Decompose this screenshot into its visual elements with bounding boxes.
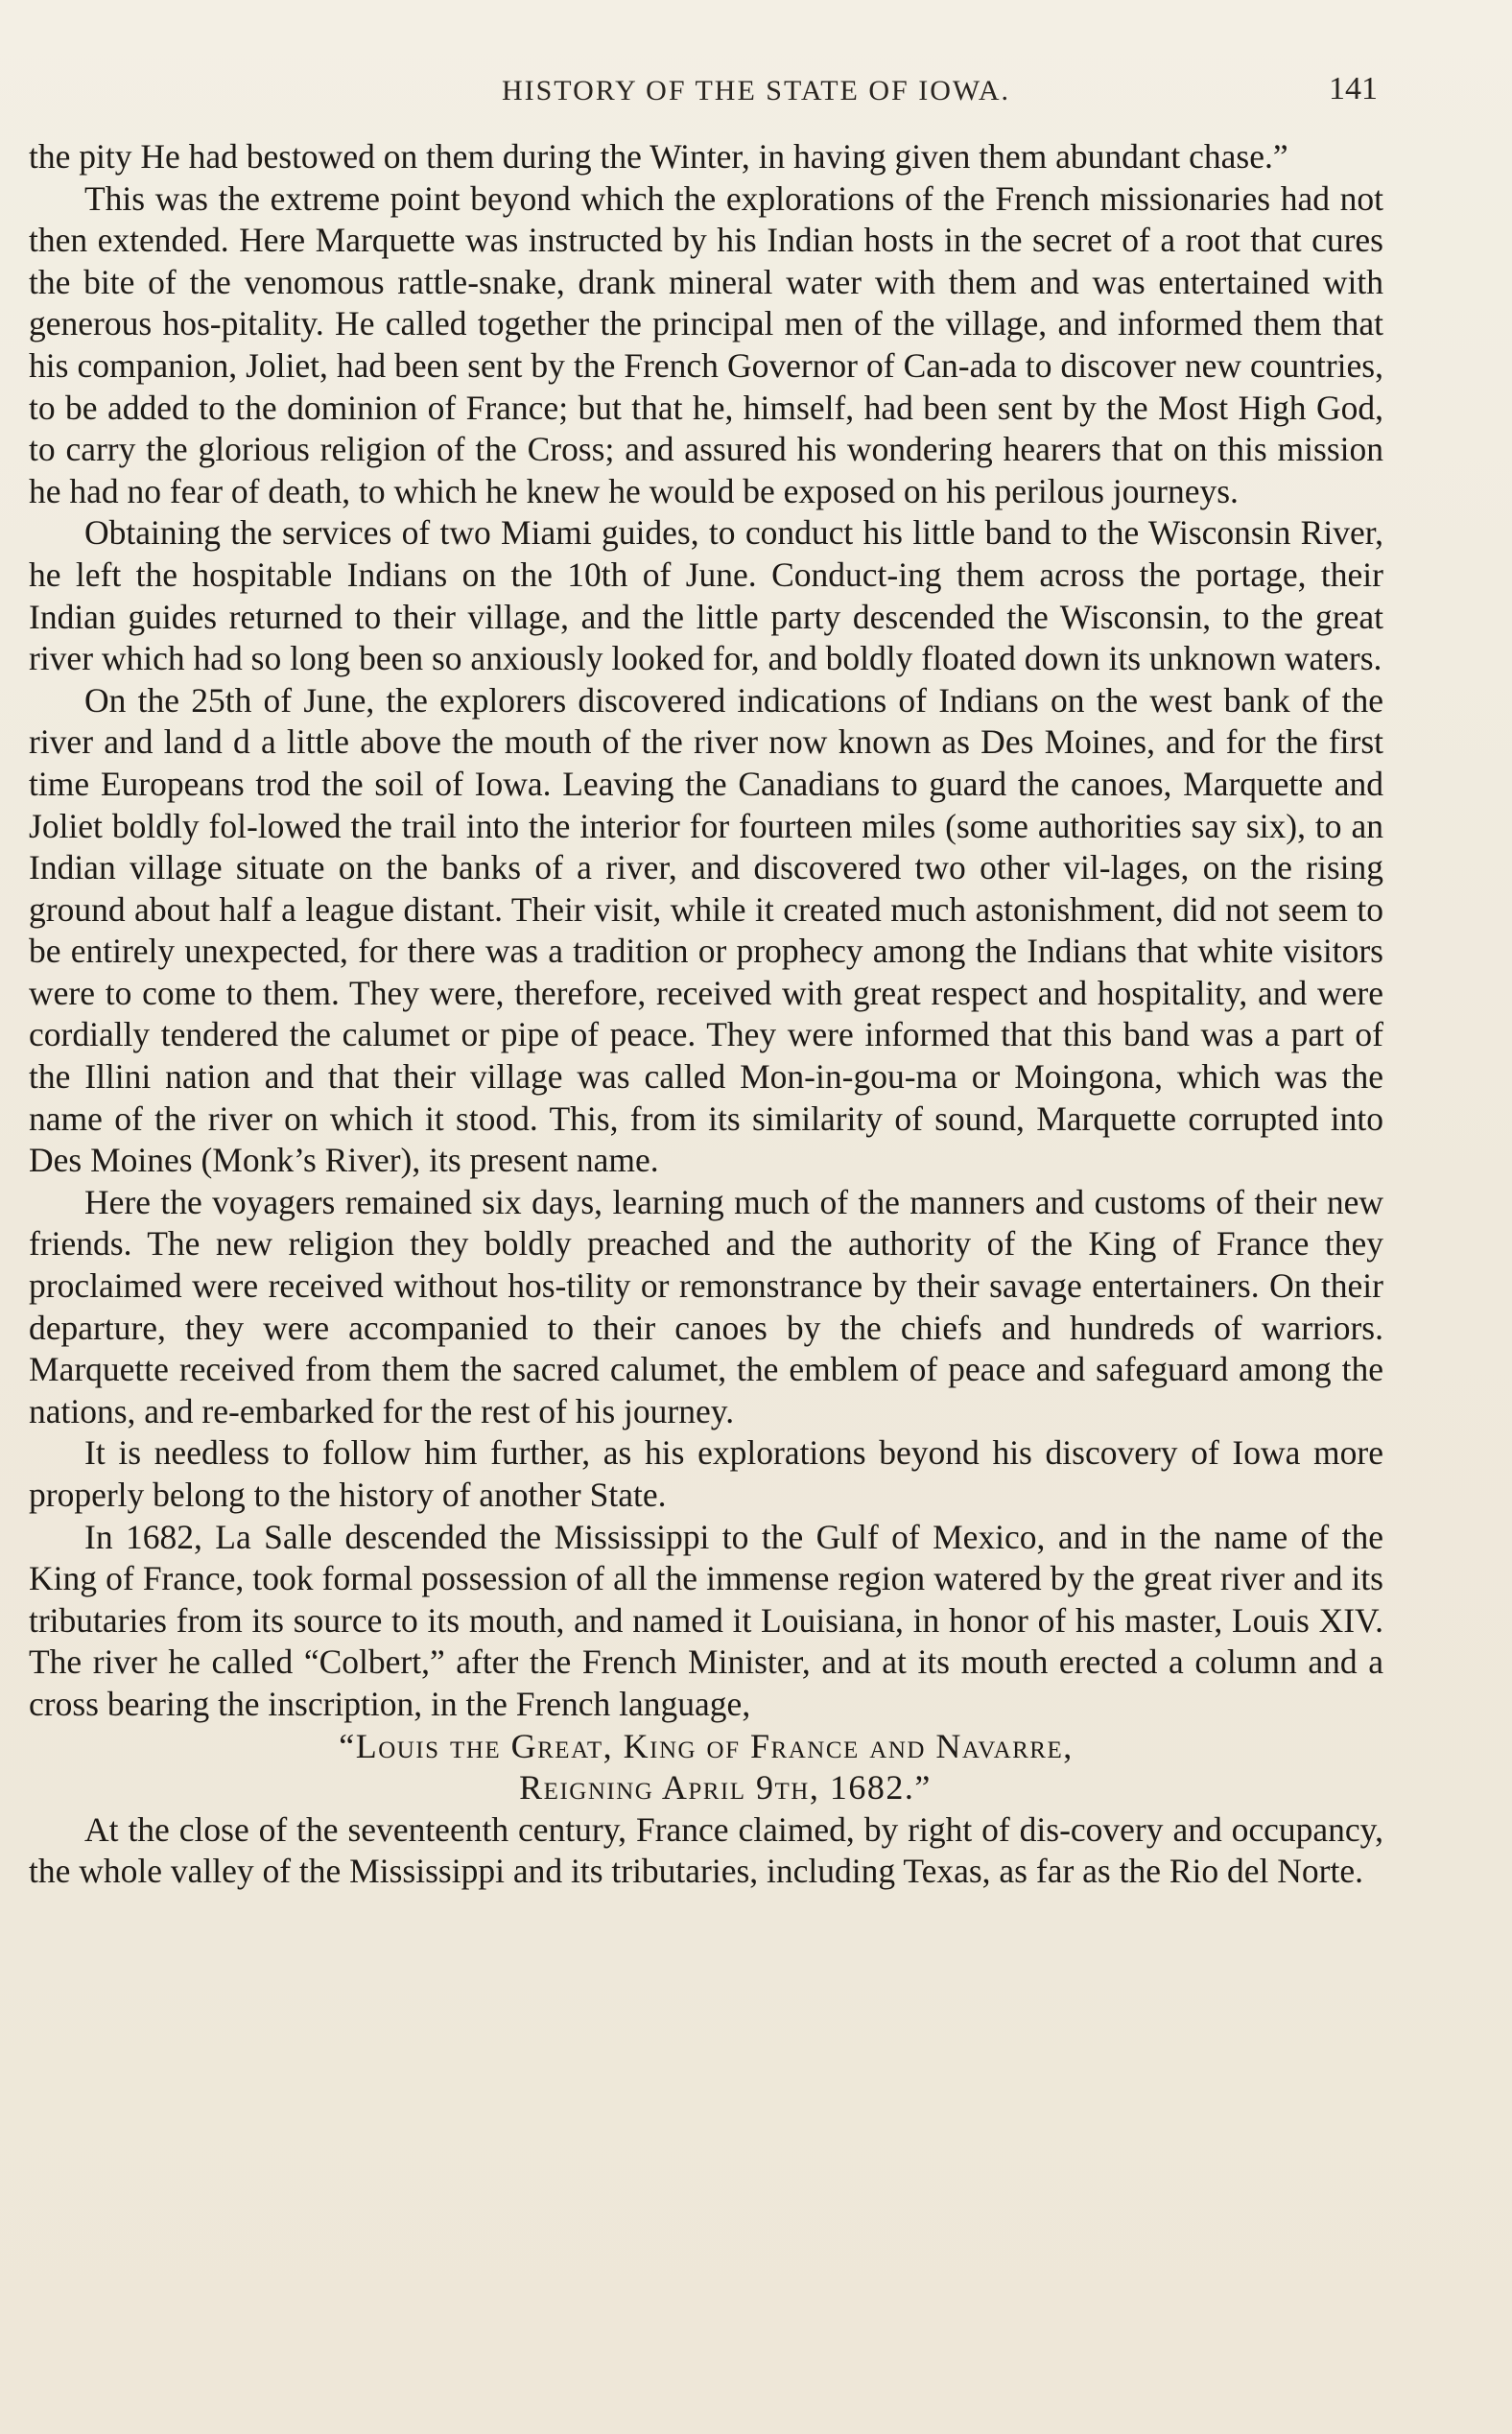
paragraph-la-salle: In 1682, La Salle descended the Mississippi to the Gulf of Mexico, and in the name of the King of France, took formal possession of all the immense region watered by the great river and its tributaries from its source to its mouth, and named it Louisiana, in honor of his master, Louis XIV. The river he called “Colbert,” after the French Minister, and at its mouth erected a column and a cross bearing the inscription, in the French language, [29,1517,1383,1723]
inscription-line-1: “Louis the Great, King of France and Navarre, [339,1726,1074,1765]
body-text [29,136,1383,1893]
paragraph-miami-guides: Obtaining the services of two Miami guides, to conduct his little band to the Wisconsin River, he left the hospitable Indians on the 10th of June. Conduct-ing them across the portage, their Indian guides returned to their village, and the little party descended the Wisconsin, to the great river which had so long been so anxiously looked for, and boldly floated down its unknown waters. [29,513,1383,678]
paragraph-six-days: Here the voyagers remained six days, learning much of the manners and customs of their new friends. The new religion they boldly preached and the authority of the King of France they proclaimed were received without hos-tility or remonstrance by their savage entertainers. On their departure, they were accompanied to their canoes by the chiefs and hundreds of warriors. Marquette received from them the sacred calumet, the emblem of peace and safeguard among the nations, and re-embarked for the rest of his journey. [29,1182,1383,1430]
running-header [0,69,1512,117]
inscription [29,1726,1383,1809]
paragraph-iowa-landing: On the 25th of June, the explorers discovered indications of Indians on the west bank of the river and land d a little above the mouth of the river now known as Des Moines, and for the first time Europeans trod the soil of Iowa. Leaving the Canadians to guard the canoes, Marquette and Joliet boldly fol-lowed the trail into the interior for fourteen miles (some authorities say six), to an Indian village situate on the banks of a river, and discovered two other vil-lages, on the rising ground about half a league distant. Their visit, while it created much astonishment, did not seem to be entirely unexpected, for there was a tradition or prophecy among the Indians that white visitors were to come to them. They were, therefore, received with great respect and hospitality, and were cordially tendered the calumet or pipe of peace. They were informed that this band was a part of the Illini nation and that their village was called Mon-in-gou-ma or Moingona, which was the name of the river on which it stood. This, from its similarity of sound, Marquette corrupted into Des Moines (Monk’s River), its present name. [29,680,1383,1180]
paragraph-continued: the pity He had bestowed on them during the Winter, in having given them abundant chase.” [29,137,1288,176]
paragraph-needless: It is needless to follow him further, as his explorations beyond his discovery of Iowa more properly belong to the history of another State. [29,1433,1383,1514]
page-number: 141 [1329,71,1378,106]
paragraph-extreme-point: This was the extreme point beyond which the explorations of the French missionaries had not then extended. Here Marquette was instructed by his Indian hosts in the secret of a root that cures the bite of the venomous rattle-snake, drank mineral water with them and was entertained with generous hos-pitality. He called together the principal men of the village, and informed them that his companion, Joliet, had been sent by the French Governor of Can-ada to discover new countries, to be added to the dominion of France; but that he, himself, had been sent by the Most High God, to carry the glorious religion of the Cross; and assured his wondering hearers that on this mission he had no fear of death, to which he knew he would be exposed on his perilous journeys. [29,178,1383,510]
paragraph-closing: At the close of the seventeenth century, France claimed, by right of dis-covery and occupancy, the whole valley of the Mississippi and its tributaries, including Texas, as far as the Rio del Norte. [29,1809,1383,1891]
inscription-line-2: Reigning April 9th, 1682.” [519,1768,932,1808]
running-title: HISTORY OF THE STATE OF IOWA. [501,75,1011,106]
